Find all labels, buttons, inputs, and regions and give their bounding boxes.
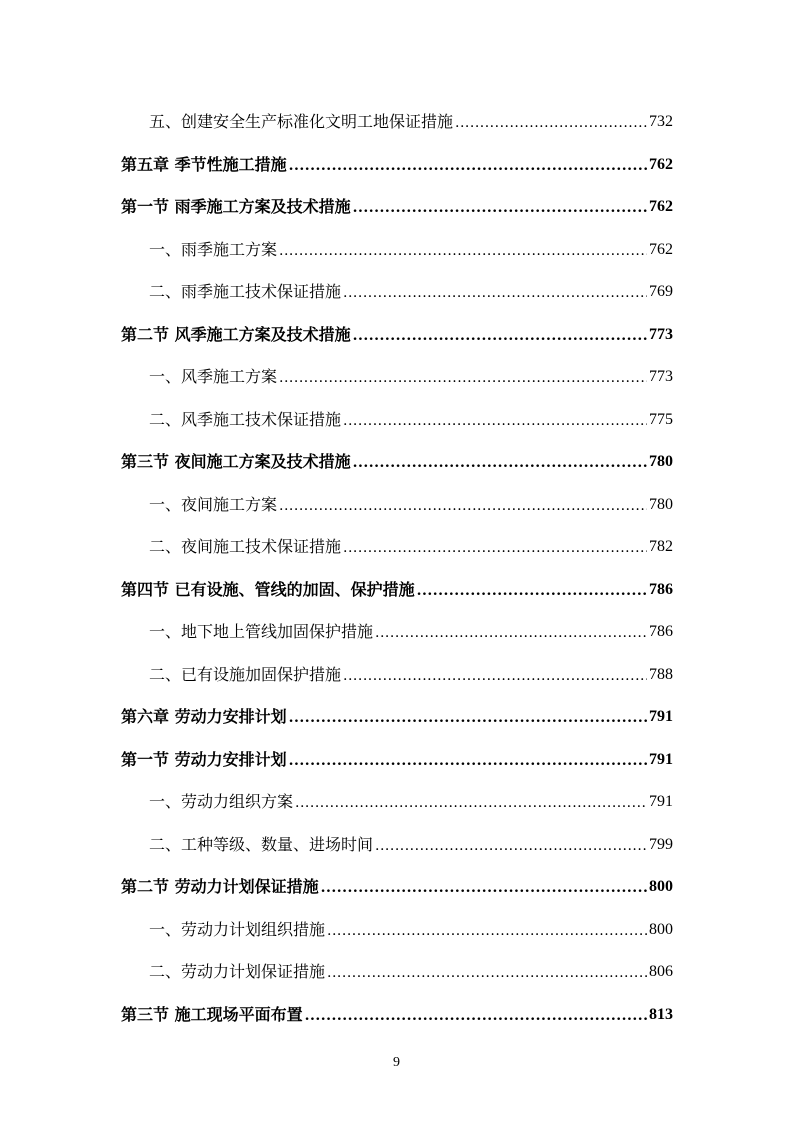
toc-entry-title: 二、劳动力计划保证措施	[149, 962, 326, 982]
table-of-contents	[121, 101, 673, 1036]
toc-entry-page: 786	[649, 580, 673, 598]
toc-entry-title: 五、创建安全生产标准化文明工地保证措施	[149, 112, 454, 132]
toc-dot-leader	[375, 622, 647, 642]
page-number: 9	[393, 1055, 400, 1070]
toc-entry-page: 806	[649, 963, 673, 981]
toc-entry-page: 800	[649, 920, 673, 938]
toc-dot-leader	[279, 367, 647, 387]
toc-entry-title: 一、地下地上管线加固保护措施	[149, 622, 374, 642]
toc-dot-leader	[343, 537, 647, 557]
toc-entry[interactable]	[121, 739, 673, 782]
toc-entry[interactable]	[121, 356, 673, 399]
toc-entry[interactable]	[121, 144, 673, 187]
toc-entry-page: 813	[649, 1005, 673, 1023]
toc-dot-leader	[455, 112, 647, 132]
toc-entry-title: 第三节 施工现场平面布置	[121, 1004, 303, 1024]
toc-entry-title: 第二节 劳动力计划保证措施	[121, 877, 319, 897]
toc-entry-title: 一、风季施工方案	[149, 367, 278, 387]
toc-dot-leader	[343, 665, 647, 685]
toc-entry-title: 第二节 风季施工方案及技术措施	[121, 324, 351, 344]
toc-entry[interactable]	[121, 229, 673, 272]
toc-dot-leader	[353, 325, 647, 345]
toc-entry-page: 791	[649, 793, 673, 811]
toc-dot-leader	[353, 197, 647, 217]
toc-entry-page: 782	[649, 538, 673, 556]
toc-entry-page: 799	[649, 835, 673, 853]
toc-entry-page: 791	[649, 708, 673, 726]
toc-entry[interactable]	[121, 399, 673, 442]
toc-entry-page: 780	[649, 453, 673, 471]
toc-entry-page: 773	[649, 325, 673, 343]
toc-dot-leader	[343, 410, 647, 430]
toc-entry-title: 第四节 已有设施、管线的加固、保护措施	[121, 579, 415, 599]
toc-dot-leader	[279, 495, 647, 515]
toc-entry[interactable]	[121, 866, 673, 909]
toc-dot-leader	[327, 962, 647, 982]
toc-entry-title: 一、夜间施工方案	[149, 494, 278, 514]
toc-entry-title: 一、劳动力组织方案	[149, 792, 294, 812]
toc-entry[interactable]	[121, 994, 673, 1037]
toc-dot-leader	[289, 707, 647, 727]
toc-entry-page: 762	[649, 198, 673, 216]
toc-entry-page: 769	[649, 283, 673, 301]
toc-entry-page: 732	[649, 113, 673, 131]
toc-entry[interactable]	[121, 824, 673, 867]
toc-dot-leader	[289, 750, 647, 770]
toc-entry[interactable]	[121, 951, 673, 994]
toc-dot-leader	[321, 877, 647, 897]
toc-entry-page: 762	[649, 240, 673, 258]
toc-entry[interactable]	[121, 441, 673, 484]
toc-entry-title: 第六章 劳动力安排计划	[121, 707, 287, 727]
toc-dot-leader	[295, 792, 647, 812]
toc-entry-page: 773	[649, 368, 673, 386]
toc-entry-page: 788	[649, 665, 673, 683]
toc-entry-title: 一、劳动力计划组织措施	[149, 919, 326, 939]
toc-entry-page: 780	[649, 495, 673, 513]
toc-entry-page: 791	[649, 750, 673, 768]
toc-entry[interactable]	[121, 484, 673, 527]
toc-entry[interactable]	[121, 569, 673, 612]
toc-dot-leader	[353, 452, 647, 472]
toc-entry[interactable]	[121, 696, 673, 739]
toc-entry-title: 第三节 夜间施工方案及技术措施	[121, 452, 351, 472]
toc-entry[interactable]	[121, 654, 673, 697]
toc-entry-title: 第一节 雨季施工方案及技术措施	[121, 197, 351, 217]
toc-dot-leader	[279, 240, 647, 260]
toc-entry-page: 786	[649, 623, 673, 641]
toc-entry-page: 800	[649, 878, 673, 896]
toc-entry[interactable]	[121, 186, 673, 229]
toc-entry-title: 二、工种等级、数量、进场时间	[149, 834, 374, 854]
toc-entry-title: 第五章 季节性施工措施	[121, 154, 287, 174]
toc-entry-page: 762	[649, 155, 673, 173]
toc-entry[interactable]	[121, 781, 673, 824]
toc-entry-page: 775	[649, 410, 673, 428]
toc-entry[interactable]	[121, 314, 673, 357]
toc-entry-title: 一、雨季施工方案	[149, 239, 278, 259]
toc-entry-title: 二、风季施工技术保证措施	[149, 409, 342, 429]
toc-entry[interactable]	[121, 611, 673, 654]
toc-entry-title: 二、夜间施工技术保证措施	[149, 537, 342, 557]
toc-entry-title: 二、雨季施工技术保证措施	[149, 282, 342, 302]
toc-dot-leader	[375, 835, 647, 855]
toc-dot-leader	[289, 155, 647, 175]
toc-entry[interactable]	[121, 909, 673, 952]
toc-entry[interactable]	[121, 526, 673, 569]
toc-dot-leader	[417, 580, 647, 600]
toc-dot-leader	[343, 282, 647, 302]
toc-dot-leader	[305, 1005, 647, 1025]
toc-entry[interactable]	[121, 101, 673, 144]
toc-dot-leader	[327, 920, 647, 940]
toc-entry-title: 二、已有设施加固保护措施	[149, 664, 342, 684]
toc-entry[interactable]	[121, 271, 673, 314]
toc-entry-title: 第一节 劳动力安排计划	[121, 749, 287, 769]
